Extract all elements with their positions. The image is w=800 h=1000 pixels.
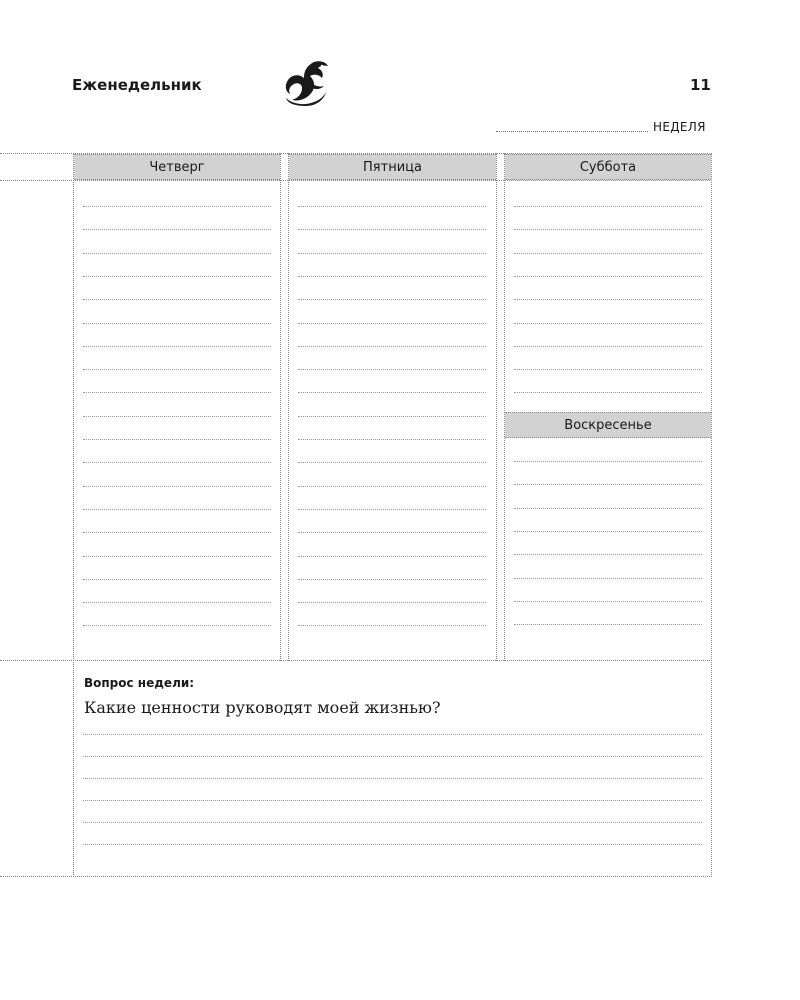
day-header-sunday: Воскресенье [505,412,711,438]
grid-divider-1 [280,153,281,661]
day-header-thursday: Четверг [74,154,280,180]
friday-line[interactable] [298,346,486,347]
grid-divider-1b [288,153,289,661]
question-answer-line[interactable] [83,844,702,845]
grid-left-border [73,153,74,877]
saturday-line[interactable] [514,392,702,393]
saturday-line[interactable] [514,299,702,300]
friday-line[interactable] [298,509,486,510]
saturday-line[interactable] [514,253,702,254]
friday-line[interactable] [298,532,486,533]
week-number-field[interactable] [496,131,648,132]
question-label: Вопрос недели: [84,676,195,690]
sunday-line[interactable] [514,484,702,485]
saturday-line[interactable] [514,346,702,347]
question-text: Какие ценности руководят моей жизнью? [84,698,441,717]
friday-line[interactable] [298,299,486,300]
sunday-line[interactable] [514,554,702,555]
question-answer-line[interactable] [83,734,702,735]
grid-divider-2 [496,153,497,661]
thursday-line[interactable] [83,346,271,347]
thursday-line[interactable] [83,369,271,370]
day-header-saturday: Суббота [505,154,711,180]
thursday-line[interactable] [83,439,271,440]
thursday-line[interactable] [83,299,271,300]
thursday-line[interactable] [83,532,271,533]
friday-line[interactable] [298,602,486,603]
saturday-line[interactable] [514,276,702,277]
question-answer-line[interactable] [83,756,702,757]
friday-line[interactable] [298,323,486,324]
friday-line[interactable] [298,462,486,463]
saturday-line[interactable] [514,229,702,230]
thursday-line[interactable] [83,486,271,487]
sunday-line[interactable] [514,508,702,509]
friday-line[interactable] [298,229,486,230]
friday-line[interactable] [298,369,486,370]
saturday-line[interactable] [514,323,702,324]
sunday-line[interactable] [514,624,702,625]
thursday-line[interactable] [83,253,271,254]
friday-line[interactable] [298,276,486,277]
friday-line[interactable] [298,392,486,393]
thursday-line[interactable] [83,392,271,393]
question-answer-line[interactable] [83,800,702,801]
thursday-line[interactable] [83,416,271,417]
dragon-icon [278,58,330,108]
friday-line[interactable] [298,416,486,417]
grid-bottom-border [0,876,712,877]
friday-line[interactable] [298,439,486,440]
sunday-line[interactable] [514,531,702,532]
question-answer-line[interactable] [83,778,702,779]
grid-right-border [711,153,712,877]
thursday-line[interactable] [83,323,271,324]
thursday-line[interactable] [83,579,271,580]
thursday-line[interactable] [83,625,271,626]
friday-line[interactable] [298,556,486,557]
sunday-line[interactable] [514,578,702,579]
thursday-line[interactable] [83,229,271,230]
friday-line[interactable] [298,486,486,487]
saturday-line[interactable] [514,206,702,207]
thursday-line[interactable] [83,206,271,207]
week-label: НЕДЕЛЯ [653,120,706,134]
friday-line[interactable] [298,579,486,580]
thursday-line[interactable] [83,602,271,603]
thursday-line[interactable] [83,276,271,277]
sunday-line[interactable] [514,601,702,602]
question-answer-line[interactable] [83,822,702,823]
thursday-line[interactable] [83,556,271,557]
day-header-friday: Пятница [289,154,496,180]
friday-line[interactable] [298,253,486,254]
page-number: 11 [690,76,711,94]
sunday-line[interactable] [514,461,702,462]
thursday-line[interactable] [83,509,271,510]
saturday-line[interactable] [514,369,702,370]
grid-divider-2b [504,153,505,661]
friday-line[interactable] [298,625,486,626]
thursday-line[interactable] [83,462,271,463]
planner-title: Еженедельник [72,76,202,94]
grid-mid-border [0,660,712,661]
friday-line[interactable] [298,206,486,207]
